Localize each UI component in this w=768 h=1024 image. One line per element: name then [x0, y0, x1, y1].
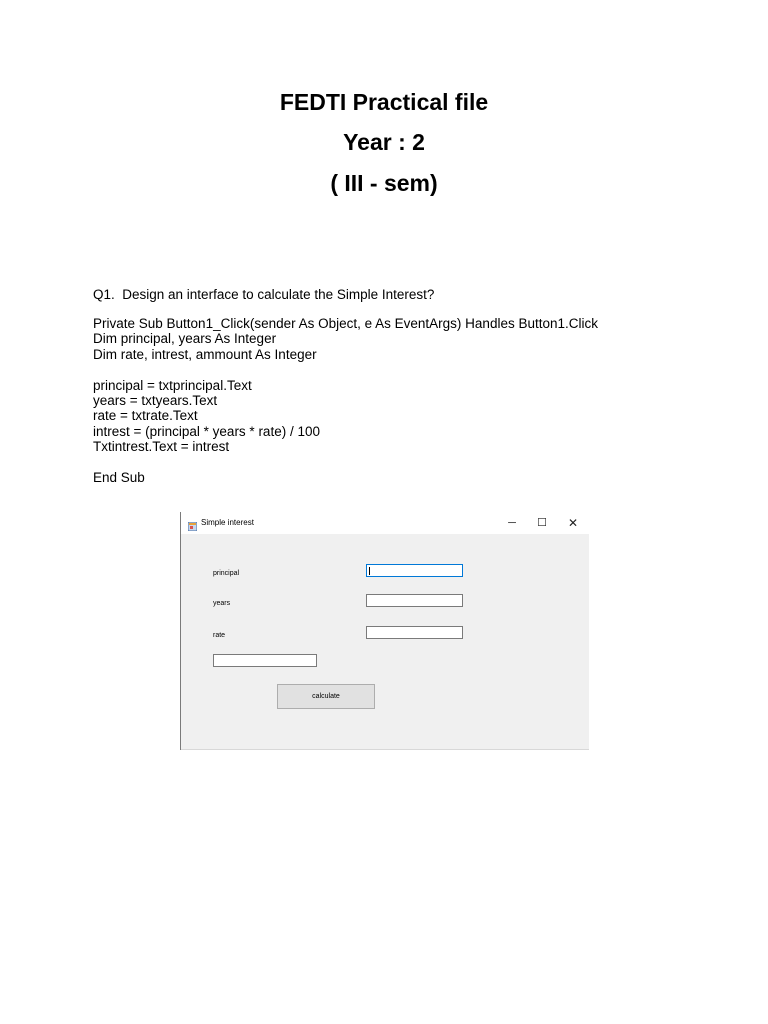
semester-heading: ( III - sem) — [330, 170, 438, 196]
code-line: rate = txtrate.Text — [93, 408, 198, 424]
code-line — [93, 362, 598, 377]
maximize-icon[interactable]: ☐ — [537, 517, 547, 529]
year-heading: Year : 2 — [343, 129, 425, 155]
window-titlebar[interactable] — [181, 512, 589, 534]
code-line: years = txtyears.Text — [93, 392, 218, 408]
principal-input[interactable] — [366, 564, 463, 577]
code-line: Private Sub Button1_Click(sender As Object, e As EventArgs) Handles Button1.Click — [93, 316, 598, 331]
form-app-icon — [188, 518, 197, 527]
question-text: Q1. Design an interface to calculate the Simple Interest? — [93, 287, 435, 302]
interest-output-field[interactable] — [213, 654, 317, 667]
code-line: Dim rate, intrest, ammount As Integer — [93, 346, 317, 362]
code-line: Txtintrest.Text = intrest — [93, 439, 230, 455]
rate-label: rate — [213, 632, 226, 639]
minimize-icon[interactable]: ─ — [508, 517, 516, 529]
code-line: Dim principal, years As Integer — [93, 331, 277, 347]
text-caret — [369, 567, 370, 575]
code-line — [93, 455, 598, 470]
simple-interest-window — [180, 512, 589, 750]
code-block — [93, 316, 598, 485]
window-title: Simple interest — [201, 518, 254, 527]
years-label: years — [213, 600, 231, 607]
code-line: intrest = (principal * years * rate) / 100 — [93, 423, 320, 439]
calculate-button[interactable]: calculate — [277, 684, 375, 709]
code-line: principal = txtprincipal.Text — [93, 377, 252, 393]
principal-label: principal — [213, 570, 240, 577]
rate-input[interactable] — [366, 626, 463, 639]
years-input[interactable] — [366, 594, 463, 607]
document-title: FEDTI Practical file — [279, 89, 489, 115]
code-line: End Sub — [93, 469, 145, 485]
close-icon[interactable]: ✕ — [567, 516, 579, 530]
window-bottom-edge — [181, 749, 589, 750]
